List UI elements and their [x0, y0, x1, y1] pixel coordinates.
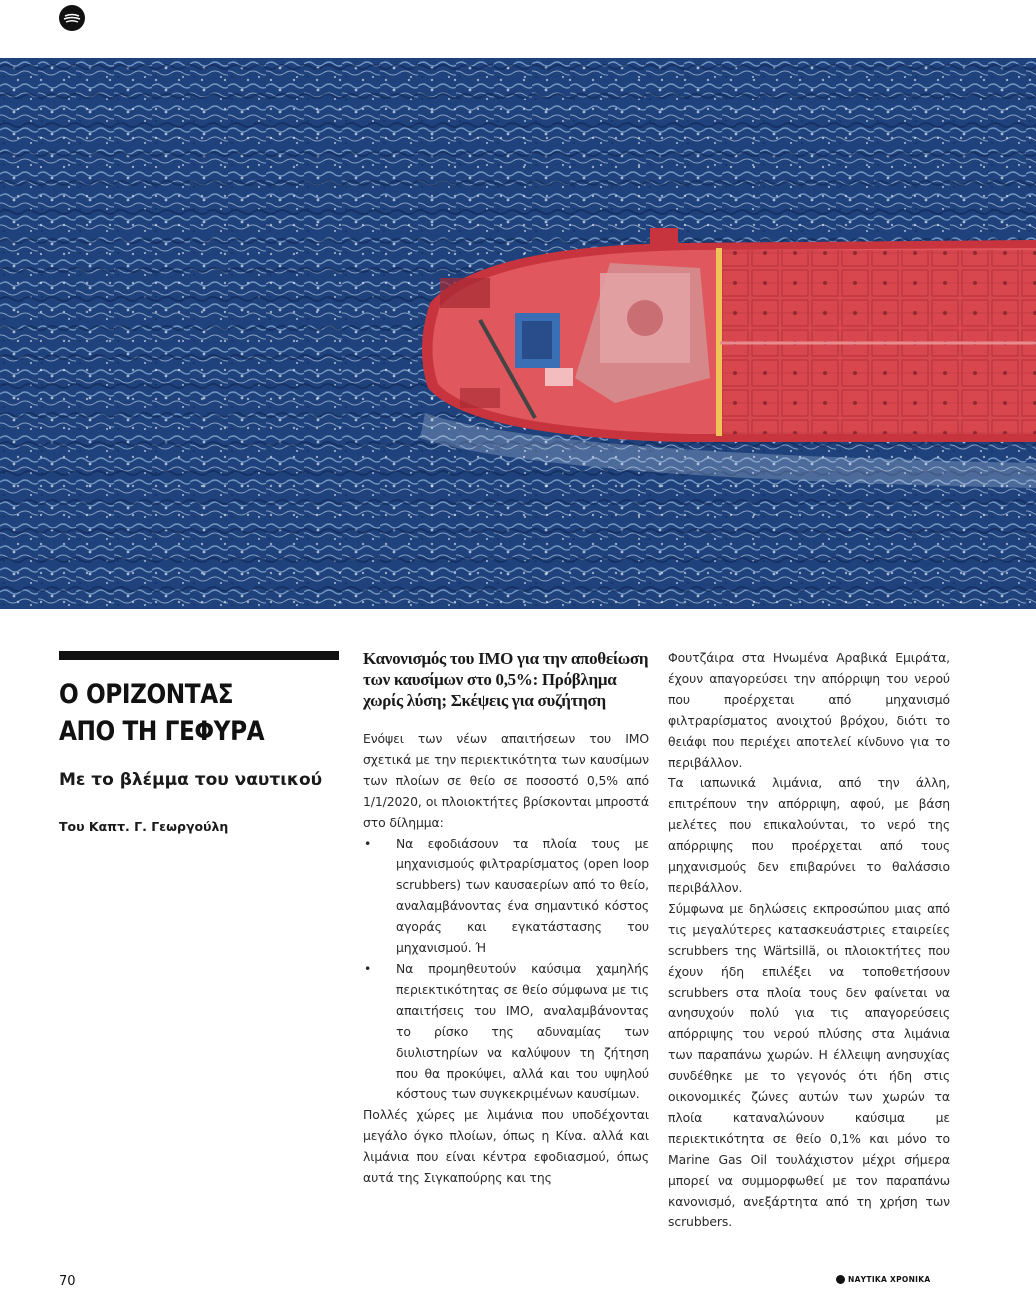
- column-title: [59, 676, 300, 750]
- column-title-line1: Ο ΟΡΙΖΟΝΤΑΣ: [59, 679, 234, 710]
- list-item-text: Να εφοδιάσουν τα πλοία τους με μηχανισμούς φιλτραρίσματος (open loop scrubbers) των καυσαερίων από το θείο, αναλαμβάνοντας ένα σημαντικό κόστος αγοράς και εγκατάστασης του μηχανισμού. Ή: [396, 835, 649, 956]
- magazine-logo-icon: [59, 5, 85, 31]
- list-item: [363, 834, 649, 959]
- brand-logo-icon: [836, 1275, 845, 1284]
- article-heading: Κανονισμός του IMO για την αποθείωση των καυσίμων στο 0,5%: Πρόβλημα χωρίς λύση; Σκέψεις για συζήτηση: [363, 649, 649, 710]
- title-rule: [59, 651, 339, 660]
- article-paragraph-countries-start: Πολλές χώρες με λιμάνια που υποδέχονται μεγάλο όγκο πλοίων, όπως η Κίνα. αλλά και λιμάνια που είναι κέντρα εφοδιασμού, όπως αυτά της Σιγκαπούρης και της: [363, 1107, 649, 1186]
- article-column-1: [363, 648, 649, 1189]
- dilemma-list: [363, 834, 649, 1106]
- footer-brand: [836, 1275, 956, 1284]
- column-subtitle: Με το βλέμμα του ναυτικού: [59, 770, 323, 790]
- ship-aerial-photo: [0, 58, 1036, 609]
- page-number: 70: [59, 1274, 76, 1289]
- article-paragraph-japan: Τα ιαπωνικά λιμάνια, από την άλλη, επιτρέπουν την απόρριψη, αφού, με βάση μελέτες που επικαλούνται, το νερό της απόρριψης που προέρχεται από τους μηχανισμούς δεν επιβαρύνει το θαλάσσιο περιβάλλον.: [668, 775, 950, 895]
- bullet-icon: •: [364, 835, 372, 851]
- article-intro: Ενόψει των νέων απαιτήσεων του IMO σχετικά με την περιεκτικότητα των καυσίμων των πλοίων σε θείο σε ποσοστό 0,5% από 1/1/2020, οι πλοιοκτήτες βρίσκονται μπροστά στο δίλημμα:: [363, 731, 649, 830]
- list-item: [363, 959, 649, 1105]
- list-item-text: Να προμηθευτούν καύσιμα χαμηλής περιεκτικότητας σε θείο σύμφωνα με τις απαιτήσεις του IMO, αναλαμβάνοντας το ρίσκο της αδυναμίας των διυλιστηρίων να καλύψουν τη ζήτηση που θα προκύψει, αλλά και του υψηλού κόστους των συγκεκριμένων καυσίμων.: [396, 960, 649, 1102]
- article-column-2: [668, 648, 950, 1233]
- bullet-icon: •: [364, 960, 372, 976]
- article-paragraph-countries-end: Φουτζάιρα στα Ηνωμένα Αραβικά Εμιράτα, έχουν απαγορεύσει την απόρριψη του νερού που προέρχεται από μηχανισμό φιλτραρίσματος ανοιχτού βρόχου, διότι το θειάφι που περιέχει αποτελεί κίνδυνο για το περιβάλλον.: [668, 650, 950, 770]
- byline: Του Καπτ. Γ. Γεωργούλη: [59, 819, 229, 834]
- footer-brand-label: ΝΑΥΤΙΚΑ ΧΡΟΝΙΚΑ: [848, 1275, 931, 1284]
- column-title-line2: ΑΠΟ ΤΗ ΓΕΦΥΡΑ: [59, 716, 265, 747]
- article-paragraph-wartsila: Σύμφωνα με δηλώσεις εκπροσώπου μιας από τις μεγαλύτερες κατασκευάστριες εταιρείες scrubbers της Wärtsillä, οι πλοιοκτήτες που έχουν ήδη επιλέξει να τοποθετήσουν scrubbers στα πλοία τους δεν φαίνεται να ανησυχούν πολύ για τις απαγορεύσεις απόρριψης του νερού πλύσης στα λιμάνια των παραπάνω χωρών. Η έλλειψη ανησυχίας συνδέθηκε με το γεγονός ότι ήδη στις οικονομικές ζώνες αυτών των χωρών τα πλοία καταναλώνουν καύσιμα με περιεκτικότητα σε θείο 0,1% και μόνο το Marine Gas Oil τουλάχιστον μέχρι σήμερα μπορεί να συμμορφωθεί με τον παραπάνω κανονισμό, ανεξάρτητα από τη χρήση των scrubbers.: [668, 900, 950, 1230]
